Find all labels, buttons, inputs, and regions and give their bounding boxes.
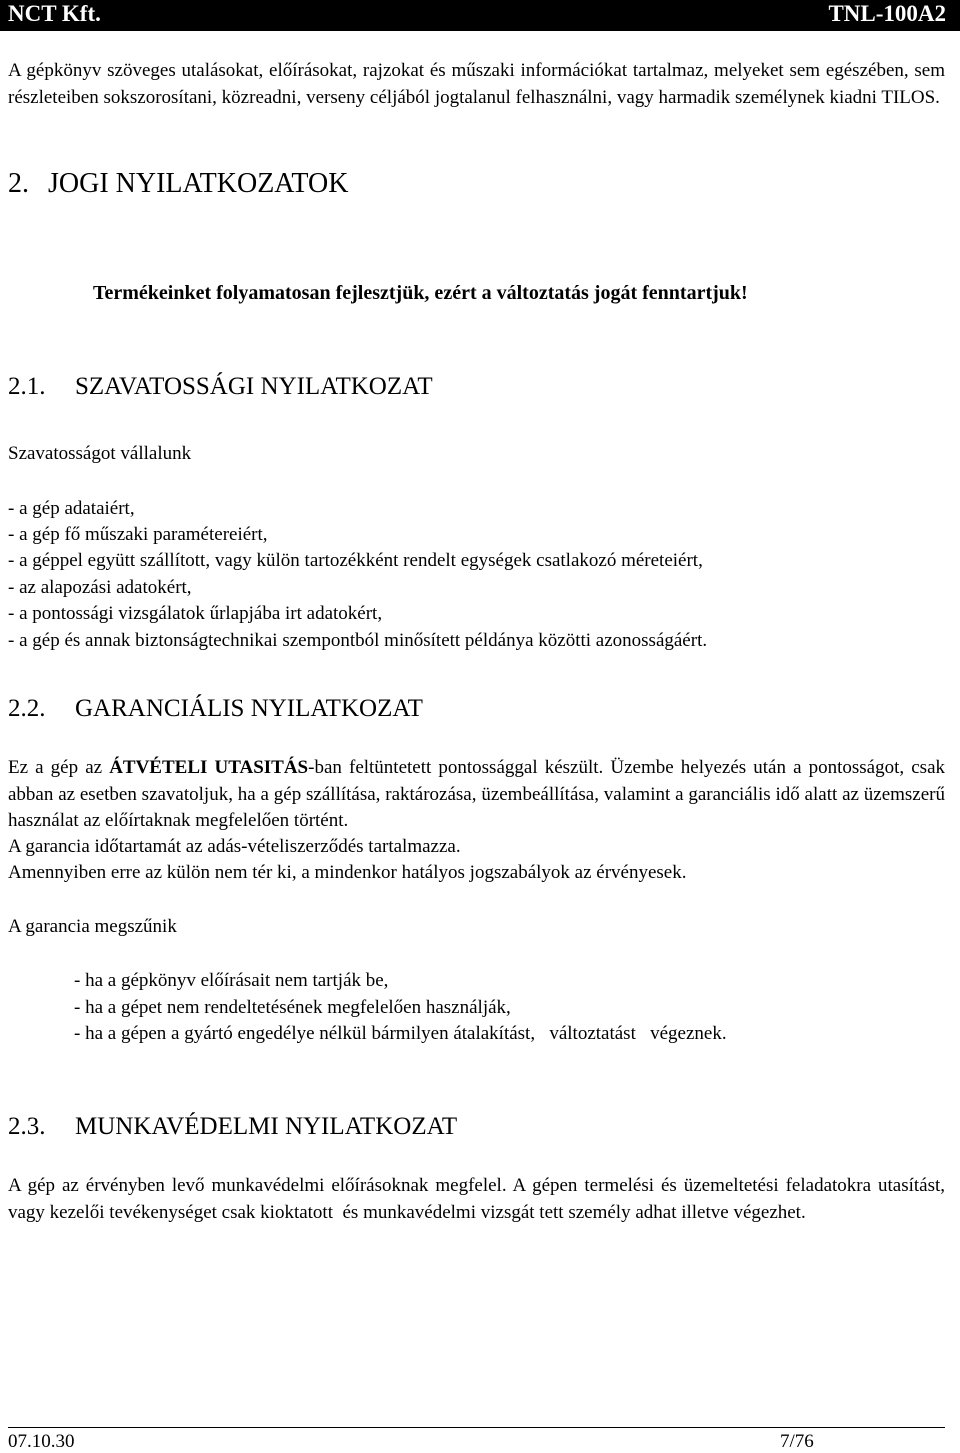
company-name: NCT Kft. <box>8 1 101 26</box>
list-item: - a géppel együtt szállított, vagy külön tartozékként rendelt egységek csatlakozó méreteiért, <box>8 550 703 571</box>
section-2-3-heading <box>8 1113 457 1141</box>
guarantee-law: Amennyiben erre az külön nem tér ki, a mindenkor hatályos jogszabályok az érvényesek. <box>8 862 687 883</box>
text-run: -ban feltüntetett pontossággal készült. Üzembe helyezés után a pontosságot, csak abban az esetben szavatoljuk, ha a gép szállítása, raktározása, üzembeállítása, valamint a garanciális idő alatt az üzemszerű használat az előírtaknak megfelelően történt. <box>8 757 946 831</box>
copyright-notice: A gépkönyv szöveges utalásokat, előírásokat, rajzokat és műszaki információkat tartalmaz, melyeket sem egészében, sem részleteiben sokszorosítani, közreadni, verseny céljából jogtalanul felhasználni, vagy harmadik személynek kiadni TILOS. <box>8 60 945 108</box>
section-title: GARANCIÁLIS NYILATKOZAT <box>75 695 423 722</box>
text-run: Ez a gép az <box>8 757 110 778</box>
section-number: 2.2. <box>8 695 46 722</box>
section-number: 2.3. <box>8 1113 46 1140</box>
section-2-heading <box>8 168 348 200</box>
list-item: - ha a gépen a gyártó engedélye nélkül bármilyen átalakítást, változtatást végeznek. <box>74 1023 727 1044</box>
footer-divider <box>8 1427 945 1428</box>
list-item: - a gép és annak biztonságtechnikai szempontból minősített példánya közötti azonosságáért. <box>8 630 708 651</box>
page-header <box>0 0 960 31</box>
footer-page-number: 7/76 <box>780 1431 814 1452</box>
guarantee-paragraph <box>8 755 945 835</box>
warranty-lead: Szavatosságot vállalunk <box>8 443 192 464</box>
acceptance-instruction-ref: ÁTVÉTELI UTASITÁS <box>109 757 309 778</box>
footer-date: 07.10.30 <box>8 1431 75 1452</box>
section-title: JOGI NYILATKOZATOK <box>48 168 349 199</box>
section-2-subtitle: Termékeinket folyamatosan fejlesztjük, ezért a változtatás jogát fenntartjuk! <box>93 282 748 304</box>
list-item: - az alapozási adatokért, <box>8 577 192 598</box>
list-item: - ha a gépet nem rendeltetésének megfelelően használják, <box>74 997 511 1018</box>
guarantee-duration: A garancia időtartamát az adás-vételiszerződés tartalmazza. <box>8 836 461 857</box>
guarantee-void-lead: A garancia megszűnik <box>8 916 177 937</box>
section-title: SZAVATOSSÁGI NYILATKOZAT <box>75 373 433 400</box>
list-item: - a gép adataiért, <box>8 498 135 519</box>
section-number: 2. <box>8 168 29 199</box>
safety-paragraph: A gép az érvényben levő munkavédelmi előírásoknak megfelel. A gépen termelési és üzemeltetési feladatokra utasítást, vagy kezelői tevékenységet csak kioktatott és munkavédelmi vizsgát tett személy adhat illetve végezhet. <box>8 1175 950 1223</box>
section-title: MUNKAVÉDELMI NYILATKOZAT <box>75 1113 458 1140</box>
section-number: 2.1. <box>8 373 46 400</box>
section-2-1-heading <box>8 373 433 401</box>
model-code: TNL-100A2 <box>828 1 946 26</box>
list-item: - ha a gépkönyv előírásait nem tartják be, <box>74 970 389 991</box>
section-2-2-heading <box>8 695 423 723</box>
list-item: - a gép fő műszaki paramétereiért, <box>8 524 268 545</box>
list-item: - a pontossági vizsgálatok űrlapjába irt adatokért, <box>8 603 383 624</box>
